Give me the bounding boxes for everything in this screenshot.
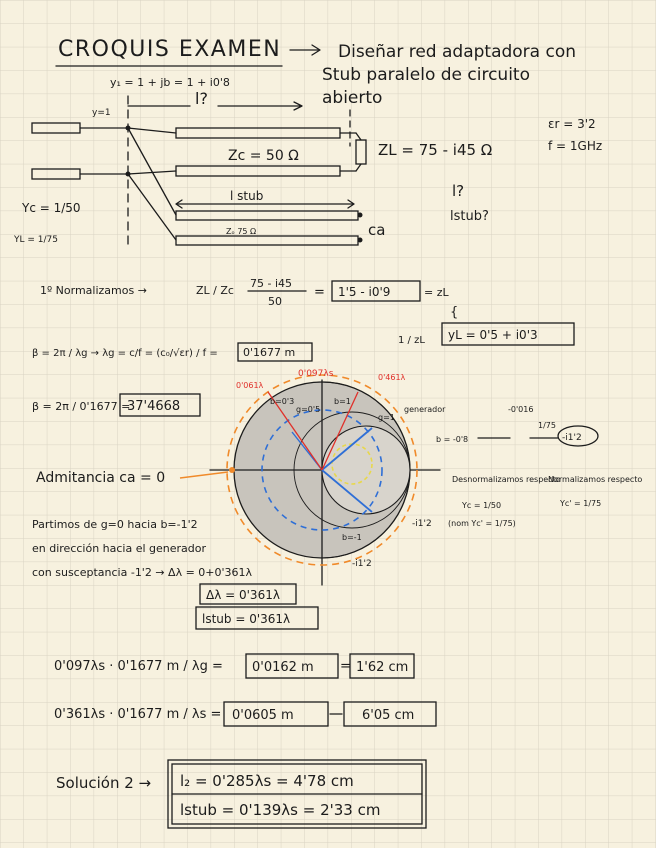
smith-lbl-g1: g=1: [378, 413, 395, 422]
page-title: CROQUIS EXAMEN: [58, 37, 282, 62]
smith-lbl-b1: b=1: [334, 397, 351, 406]
y1-label: y₁ = 1 + jb = 1 + i0'8: [110, 76, 230, 89]
q-lstub-label: lstub?: [450, 209, 489, 224]
smith-lbl-0461: 0'461λ: [378, 373, 406, 382]
smith-lbl-0097: 0'097λs: [298, 369, 334, 379]
yl-normalized: yL = 0'5 + i0'3: [448, 328, 538, 342]
calc-1-right: 1'62 cm: [356, 660, 409, 675]
chain-m2: 1/75: [538, 421, 556, 430]
lstub-result: lstub = 0'361λ: [202, 612, 291, 626]
norm-label: Normalizamos respecto: [548, 475, 643, 484]
task-line-1: Diseñar red adaptadora con: [338, 42, 577, 62]
smith-lbl-generator: generador: [404, 405, 446, 414]
delta-lambda: Δλ = 0'361λ: [206, 588, 280, 602]
stub-note-1: Partimos de g=0 hacia b=-1'2: [32, 518, 198, 531]
ca-label: ca: [368, 221, 386, 239]
chain-m1: -0'016: [508, 405, 534, 414]
svg-text:{: {: [450, 305, 459, 320]
lambda-g-value: 0'1677 m: [243, 346, 296, 359]
zl-over-zc: ZL / Zc: [196, 284, 234, 297]
chain-end: -i1'2: [562, 433, 582, 443]
freq-label: f = 1GHz: [548, 139, 603, 153]
stub-note-3: con susceptancia -1'2 → Δλ = 0+0'361λ: [32, 566, 253, 579]
solution-lstub: lstub = 0'139λs = 2'33 cm: [180, 801, 381, 819]
calc-1-mid: 0'0162 m: [252, 660, 314, 675]
calc-1-left: 0'097λs · 0'1677 m / λg =: [54, 659, 223, 674]
solution-lead: Solución 2 →: [56, 774, 152, 792]
admittance-label: Admitancia ca = 0: [36, 470, 166, 486]
er-label: εr = 3'2: [548, 117, 596, 131]
chain-left: b = -0'8: [436, 435, 469, 444]
denorm-label: Desnormalizamos respecto: [452, 475, 561, 484]
normalize-den: 50: [268, 295, 282, 308]
svg-text:=: =: [340, 659, 351, 674]
l-stub-label: l stub: [230, 189, 264, 203]
zl-normalized: 1'5 - i0'9: [338, 285, 391, 299]
beta-formula-1: β = 2π / λg → λg = c/f = (c₀/√εr) / f =: [32, 348, 218, 359]
zc-line-label: Zc = 50 Ω: [228, 148, 299, 164]
normalize-num: 75 - i45: [250, 277, 293, 290]
smith-lbl-bm1: b=-1: [342, 533, 362, 542]
normalize-lead: 1º Normalizamos →: [40, 284, 147, 297]
yl-label: YL = 1/75: [14, 235, 58, 245]
calc-2-left: 0'361λs · 0'1677 m / λs =: [54, 707, 222, 722]
beta-value: 37'4668: [127, 399, 181, 414]
norm-y: Yc' = 1/75: [560, 499, 602, 508]
zl-load-label: ZL = 75 - i45 Ω: [378, 141, 493, 159]
calc-2-mid: 0'0605 m: [232, 708, 294, 723]
smith-lbl-i12: -i1'2: [412, 519, 432, 529]
smith-lbl-i12-bottom: -i1'2: [352, 559, 372, 569]
q-length-label: l?: [452, 182, 465, 200]
l-question-label: l?: [195, 89, 208, 108]
denorm-y: Yc = 1/50: [462, 501, 502, 510]
y1-short-label: y=1: [92, 108, 111, 118]
zo-stub-label: Zₒ 75 Ω: [226, 227, 257, 236]
yc-label: Yc = 1/50: [22, 201, 81, 215]
smith-lbl-0061: 0'061λ: [236, 381, 264, 390]
stub-note-2: en dirección hacia el generador: [32, 542, 207, 555]
smith-lbl-g05: g=0'5: [296, 405, 321, 414]
calc-2-right: 6'05 cm: [362, 708, 415, 723]
task-line-3: abierto: [322, 88, 383, 108]
smith-lbl-i12-note: (nom Yc' = 1/75): [448, 519, 516, 528]
inverse-lead: 1 / zL: [398, 335, 425, 346]
zl-equals-label: = zL: [424, 286, 449, 299]
solution-l2: l₂ = 0'285λs = 4'78 cm: [180, 772, 354, 790]
beta-formula-2: β = 2π / 0'1677 =: [32, 400, 131, 413]
task-line-2: Stub paralelo de circuito: [322, 65, 531, 85]
svg-text:=: =: [314, 285, 325, 300]
smith-lbl-b03: b=0'3: [270, 397, 295, 406]
